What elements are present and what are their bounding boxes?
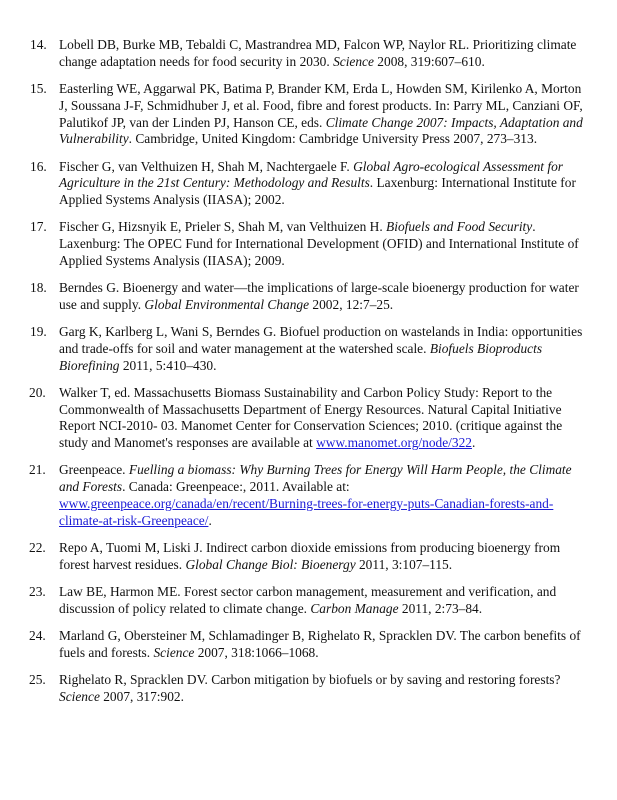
reference-item (0, 159, 617, 209)
reference-details: . Cambridge, United Kingdom: Cambridge University Press 2007, 273–313. (128, 131, 538, 147)
reference-number: 24. (29, 628, 46, 644)
reference-details: 2008, 319:607–610. (373, 53, 485, 69)
reference-item (0, 540, 617, 574)
reference-authors: Marland G, Obersteiner M, Schlamadinger B, Righelato R, Spracklen DV. The carbon benefits of fuels and forests. (59, 628, 581, 660)
reference-journal: Global Environmental Change (144, 296, 310, 312)
reference-authors: Law BE, Harmon ME. Forest sector carbon management, measurement and verification, and discussion of policy related to climate change. (59, 584, 557, 616)
reference-authors: Berndes G. Bioenergy and water—the implications of large-scale bioenergy production for water use and supply. (59, 280, 579, 312)
reference-authors: Greenpeace. (59, 462, 129, 478)
reference-authors: Easterling WE, Aggarwal PK, Batima P, Brander KM, Erda L, Howden SM, Kirilenko A, Morton J, Soussana J-F, Schmidhuber J, et al. Food, fibre and forest products. In: Parry ML, Canziani OF, Palutikof JP, van der Linden PJ, Hanson CE, eds. (59, 80, 583, 130)
reference-item (0, 81, 617, 148)
reference-authors: Fischer G, van Velthuizen H, Shah M, Nachtergaele F. (59, 158, 354, 174)
reference-item (0, 280, 617, 314)
reference-journal: Climate Change 2007: Impacts, Adaptation and Vulnerability (59, 114, 583, 147)
reference-item (0, 628, 617, 662)
reference-authors: Garg K, Karlberg L, Wani S, Berndes G. Biofuel production on wastelands in India: opportunities and trade-offs for soil and water management at the watershed scale. (59, 324, 583, 356)
reference-link[interactable]: www.greenpeace.org/canada/en/recent/Burning-trees-for-energy-puts-Canadian-forests-and-climate-at-risk-Greenpeace/ (59, 496, 554, 528)
reference-details: . (208, 512, 212, 528)
reference-link[interactable]: www.manomet.org/node/322 (316, 435, 472, 451)
reference-details: . (471, 435, 476, 451)
reference-number: 18. (30, 280, 47, 296)
reference-number: 16. (30, 158, 47, 174)
reference-number: 20. (29, 384, 46, 400)
reference-number: 19. (30, 324, 47, 340)
reference-journal: Biofuels Bioproducts Biorefining (59, 340, 543, 373)
reference-number: 22. (29, 540, 46, 556)
reference-item (0, 324, 617, 374)
reference-details: 2007, 318:1066–1068. (194, 644, 319, 660)
reference-journal: Science (333, 53, 374, 69)
reference-journal: Global Agro-ecological Assessment for Agriculture in the 21st Century: Methodology and Results (59, 158, 563, 191)
reference-details: . Canada: Greenpeace:, 2011. Available at: (122, 479, 350, 495)
reference-authors: Righelato R, Spracklen DV. Carbon mitigation by biofuels or by saving and restoring forests? (59, 672, 561, 687)
reference-item (0, 385, 617, 452)
reference-list (0, 37, 617, 716)
reference-authors: Walker T, ed. Massachusetts Biomass Sustainability and Carbon Policy Study: Report to the Commonwealth of Massachusetts Department of Energy Resources. Natural Capital Initiative Report NCI-2010- 03. Manomet Center for Conservation Sciences; 2010. (critique against the study and Manomet's responses are available at (59, 384, 563, 451)
reference-journal: Biofuels and Food Security (386, 219, 533, 235)
reference-number: 23. (29, 584, 46, 600)
reference-item (0, 672, 617, 706)
reference-journal: Science (59, 688, 100, 704)
reference-authors: Repo A, Tuomi M, Liski J. Indirect carbon dioxide emissions from producing bioenergy from forest harvest residues. (59, 540, 561, 572)
reference-journal: Carbon Manage (310, 600, 399, 616)
reference-journal: Science (153, 644, 195, 660)
reference-details: 2002, 12:7–25. (309, 296, 394, 312)
reference-journal: Fuelling a biomass: Why Burning Trees for Energy Will Harm People, the Climate and Forests (59, 462, 572, 495)
reference-journal: Global Change Biol: Bioenergy (185, 556, 356, 572)
reference-details: 2007, 317:902. (99, 688, 184, 704)
reference-number: 14. (30, 37, 47, 52)
reference-details: . Laxenburg: The OPEC Fund for International Development (OFID) and International Institute of Applied Systems Analysis (IIASA); 2009. (59, 219, 579, 268)
reference-authors: Fischer G, Hizsnyik E, Prieler S, Shah M, van Velthuizen H. (59, 219, 387, 235)
reference-item (0, 584, 617, 618)
reference-number: 17. (30, 219, 47, 235)
reference-details: . Laxenburg: International Institute for Applied Systems Analysis (IIASA); 2002. (59, 175, 576, 208)
reference-authors: Lobell DB, Burke MB, Tebaldi C, Mastrandrea MD, Falcon WP, Naylor RL. Prioritizing climate change adaptation needs for food security in 2030. (59, 37, 577, 69)
reference-number: 21. (29, 462, 46, 478)
reference-number: 15. (30, 80, 47, 96)
reference-details: 2011, 2:73–84. (398, 600, 483, 616)
reference-details: 2011, 5:410–430. (119, 357, 217, 373)
reference-item (0, 219, 617, 269)
reference-details: 2011, 3:107–115. (355, 556, 453, 572)
reference-number: 25. (29, 672, 46, 687)
reference-item (0, 37, 617, 71)
reference-item (0, 462, 617, 529)
